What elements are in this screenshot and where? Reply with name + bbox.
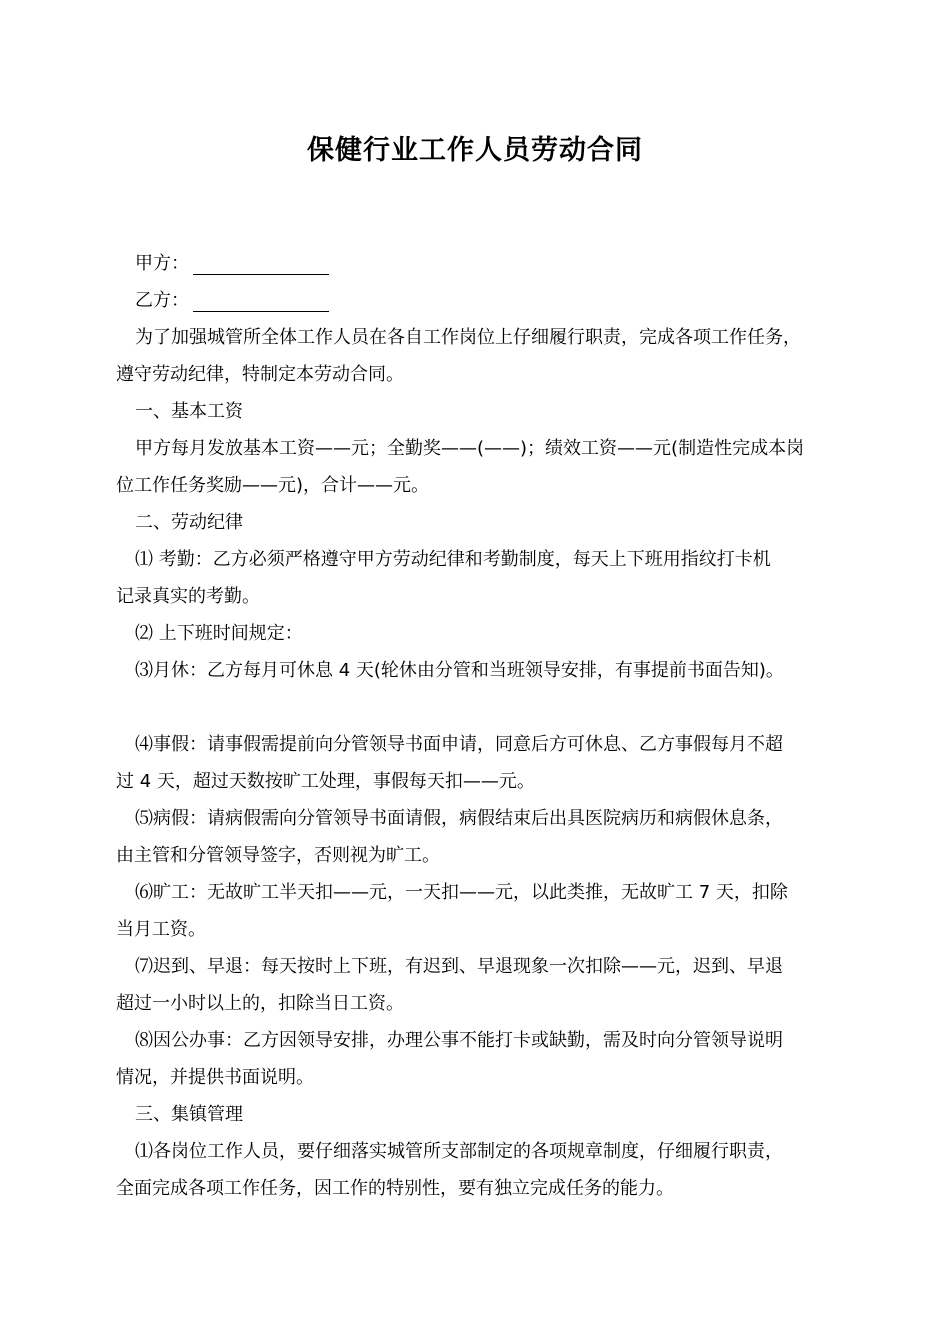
contract-body	[116, 245, 846, 1207]
section-heading-labor-discipline: 二、劳动纪律	[135, 512, 243, 533]
party-a-label: 甲方：	[135, 253, 189, 274]
section-heading-town-management: 三、集镇管理	[135, 1104, 243, 1125]
party-b-blank	[193, 291, 329, 312]
salary-paragraph: 甲方每月发放基本工资——元；全勤奖——(——)；绩效工资——元(制造性完成本岗 位工作任务奖励——元)，合计——元。	[116, 438, 805, 496]
clause-staff-duties: ⑴各岗位工作人员，要仔细落实城管所支部制定的各项规章制度，仔细履行职责， 全面完成各项工作任务，因工作的特别性，要有独立完成任务的能力。	[116, 1141, 783, 1199]
party-b-label: 乙方：	[135, 290, 189, 311]
clause-sick-leave: ⑸病假：请病假需向分管领导书面请假，病假结束后出具医院病历和病假休息条， 由主管和分管领导签字，否则视为旷工。	[116, 808, 783, 866]
party-a-blank	[193, 254, 329, 275]
blank-line	[116, 689, 846, 726]
page-title: 保健行业工作人员劳动合同	[307, 135, 643, 166]
clause-monthly-rest: ⑶月休：乙方每月可休息 4 天(轮休由分管和当班领导安排，有事提前书面告知)。	[135, 660, 784, 681]
section-heading-basic-salary: 一、基本工资	[135, 401, 243, 422]
party-b-line	[116, 282, 846, 319]
clause-personal-leave: ⑷事假：请事假需提前向分管领导书面申请，同意后方可休息、乙方事假每月不超 过 4 天，超过天数按旷工处理，事假每天扣——元。	[116, 734, 783, 792]
clause-work-hours: ⑵ 上下班时间规定：	[135, 623, 303, 644]
party-a-line	[116, 245, 846, 282]
clause-attendance: ⑴ 考勤：乙方必须严格遵守甲方劳动纪律和考勤制度，每天上下班用指纹打卡机 记录真实的考勤。	[116, 549, 771, 607]
clause-official-business: ⑻因公办事：乙方因领导安排，办理公事不能打卡或缺勤，需及时向分管领导说明 情况，并提供书面说明。	[116, 1030, 783, 1088]
intro-paragraph: 为了加强城管所全体工作人员在各自工作岗位上仔细履行职责，完成各项工作任务， 遵守劳动纪律，特制定本劳动合同。	[116, 327, 801, 385]
clause-late-early: ⑺迟到、早退：每天按时上下班，有迟到、早退现象一次扣除——元，迟到、早退 超过一小时以上的，扣除当日工资。	[116, 956, 783, 1014]
clause-absenteeism: ⑹旷工：无故旷工半天扣——元，一天扣——元，以此类推，无故旷工 7 天，扣除 当月工资。	[116, 882, 788, 940]
